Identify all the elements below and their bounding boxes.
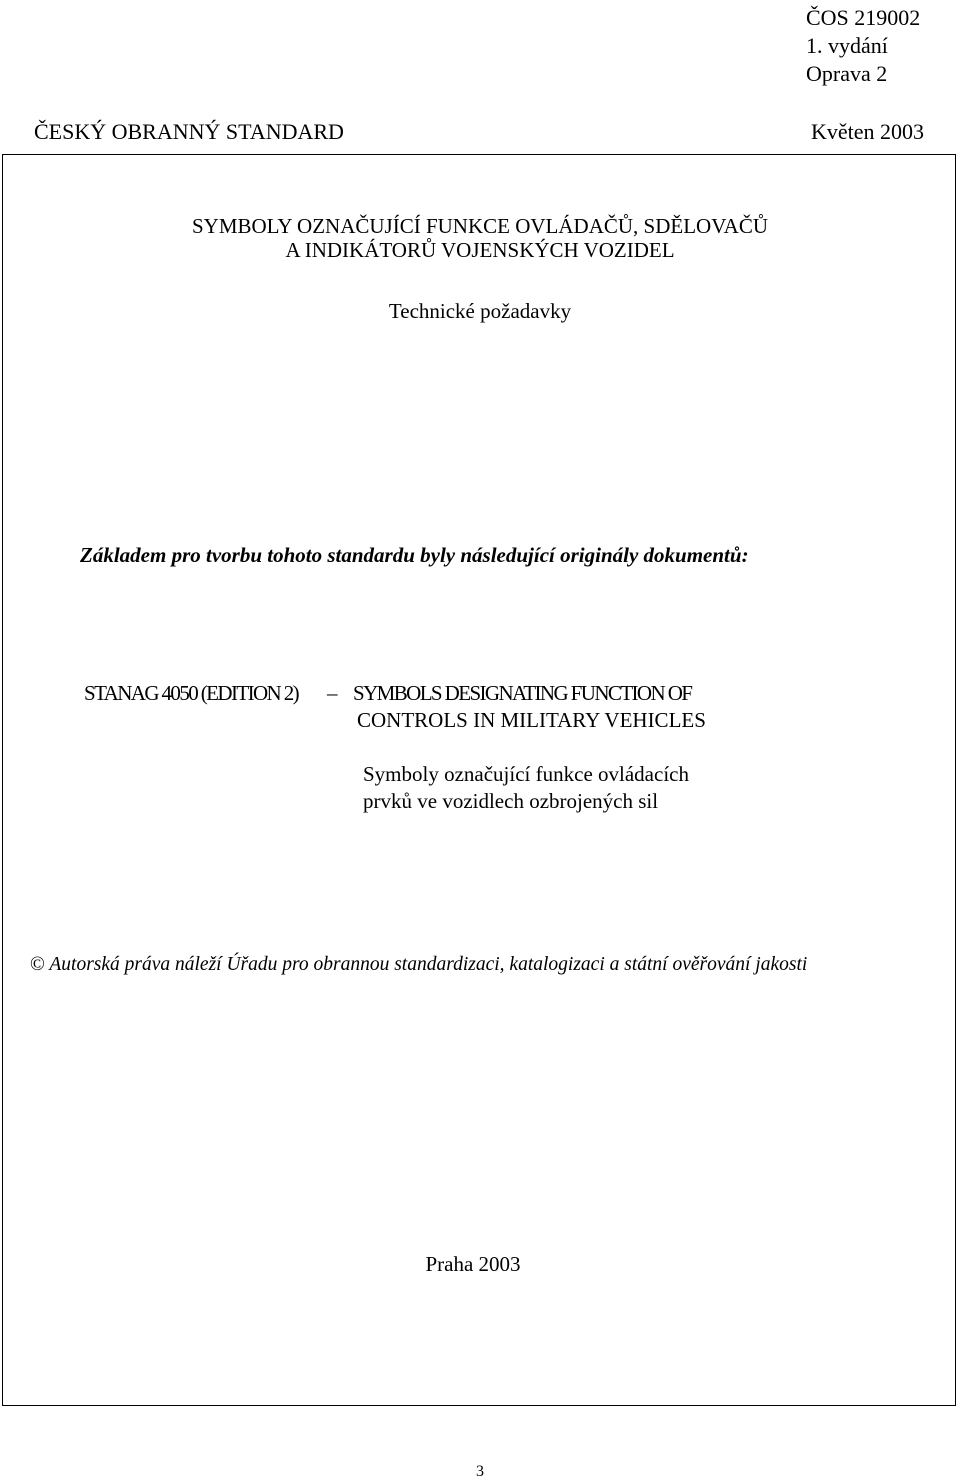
- place-and-year: Praha 2003: [425, 1252, 521, 1276]
- copyright-notice: [30, 952, 807, 978]
- stanag-dash: –: [327, 681, 338, 705]
- copyright-text: Autorská práva náleží Úřadu pro obrannou standardizaci, katalogizaci a státní ověřování jakosti: [49, 954, 808, 975]
- page-number: 3: [476, 1463, 484, 1480]
- stanag-title-line-2: CONTROLS IN MILITARY VEHICLES: [357, 708, 706, 732]
- document-metadata: [806, 4, 920, 88]
- document-code: ČOS 219002: [806, 5, 921, 30]
- title-line-2: A INDIKÁTORŮ VOJENSKÝCH VOZIDEL: [285, 238, 675, 262]
- czech-title-line-1: Symboly označující funkce ovládacích: [363, 762, 689, 786]
- document-subtitle: Technické požadavky: [388, 299, 572, 323]
- document-title: [0, 214, 960, 262]
- czech-title: [363, 761, 689, 815]
- stanag-code: STANAG 4050 (EDITION 2): [84, 681, 299, 705]
- stanag-title-line-1: SYMBOLS DESIGNATING FUNCTION OF: [353, 681, 692, 705]
- issue-date: Květen 2003: [810, 119, 924, 144]
- edition-label: 1. vydání: [806, 33, 888, 58]
- basis-heading: Základem pro tvorbu tohoto standardu byly následující originály dokumentů:: [80, 543, 749, 567]
- title-line-1: SYMBOLY OZNAČUJÍCÍ FUNKCE OVLÁDAČŮ, SDĚLOVAČŮ: [191, 214, 768, 238]
- copyright-icon: ©: [30, 954, 45, 975]
- czech-title-line-2: prvků ve vozidlech ozbrojených sil: [363, 789, 659, 813]
- standard-type: ČESKÝ OBRANNÝ STANDARD: [34, 119, 344, 144]
- amendment-label: Oprava 2: [806, 61, 888, 86]
